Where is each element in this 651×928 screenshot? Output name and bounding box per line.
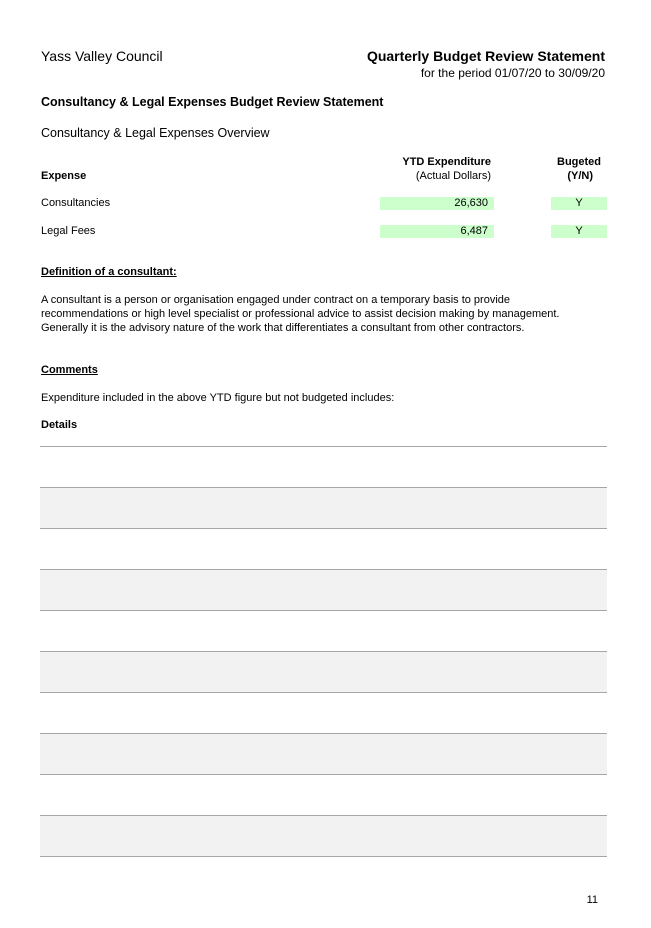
details-row[interactable] [40,446,607,487]
comments-title: Comments [41,364,98,376]
row-legal-fees-ytd: 6,487 [380,225,494,238]
header-ytd-actual-dollars: (Actual Dollars) [415,170,491,182]
section-overview: Consultancy & Legal Expenses Overview [41,126,270,140]
details-row[interactable] [40,733,607,774]
details-row[interactable] [40,487,607,528]
details-row[interactable] [40,569,607,610]
definition-line-1: A consultant is a person or organisation engaged under contract on a temporary basis to provide [41,294,511,306]
details-row[interactable] [40,651,607,692]
definition-line-3: Generally it is the advisory nature of the work that differentiates a consultant from other contractors. [41,322,525,334]
details-table [40,446,607,857]
comments-text: Expenditure included in the above YTD figure but not budgeted includes: [41,392,395,404]
header-budgeted: Bugeted [557,156,601,168]
row-legal-fees-label: Legal Fees [41,225,96,237]
statement-period: for the period 01/07/20 to 30/09/20 [420,66,605,80]
details-row[interactable] [40,815,607,857]
details-row[interactable] [40,610,607,651]
details-row[interactable] [40,774,607,815]
definition-line-2: recommendations or high level specialist or professional advice to assist decision making by management. [41,308,560,320]
definition-text [41,293,611,335]
details-label: Details [41,419,78,431]
row-consultancies-budgeted: Y [551,197,607,210]
row-consultancies-ytd: 26,630 [380,197,494,210]
details-row[interactable] [40,692,607,733]
section-title: Consultancy & Legal Expenses Budget Review Statement [41,95,384,109]
header-budgeted-yn: (Y/N) [567,170,593,182]
row-consultancies-label: Consultancies [41,197,111,209]
statement-title: Quarterly Budget Review Statement [366,48,605,64]
details-row[interactable] [40,528,607,569]
row-legal-fees-budgeted: Y [551,225,607,238]
header-expense: Expense [41,170,87,182]
council-name: Yass Valley Council [41,48,163,64]
page-number: 11 [586,894,598,906]
header-ytd-expenditure: YTD Expenditure [402,156,491,168]
definition-title: Definition of a consultant: [41,266,177,278]
